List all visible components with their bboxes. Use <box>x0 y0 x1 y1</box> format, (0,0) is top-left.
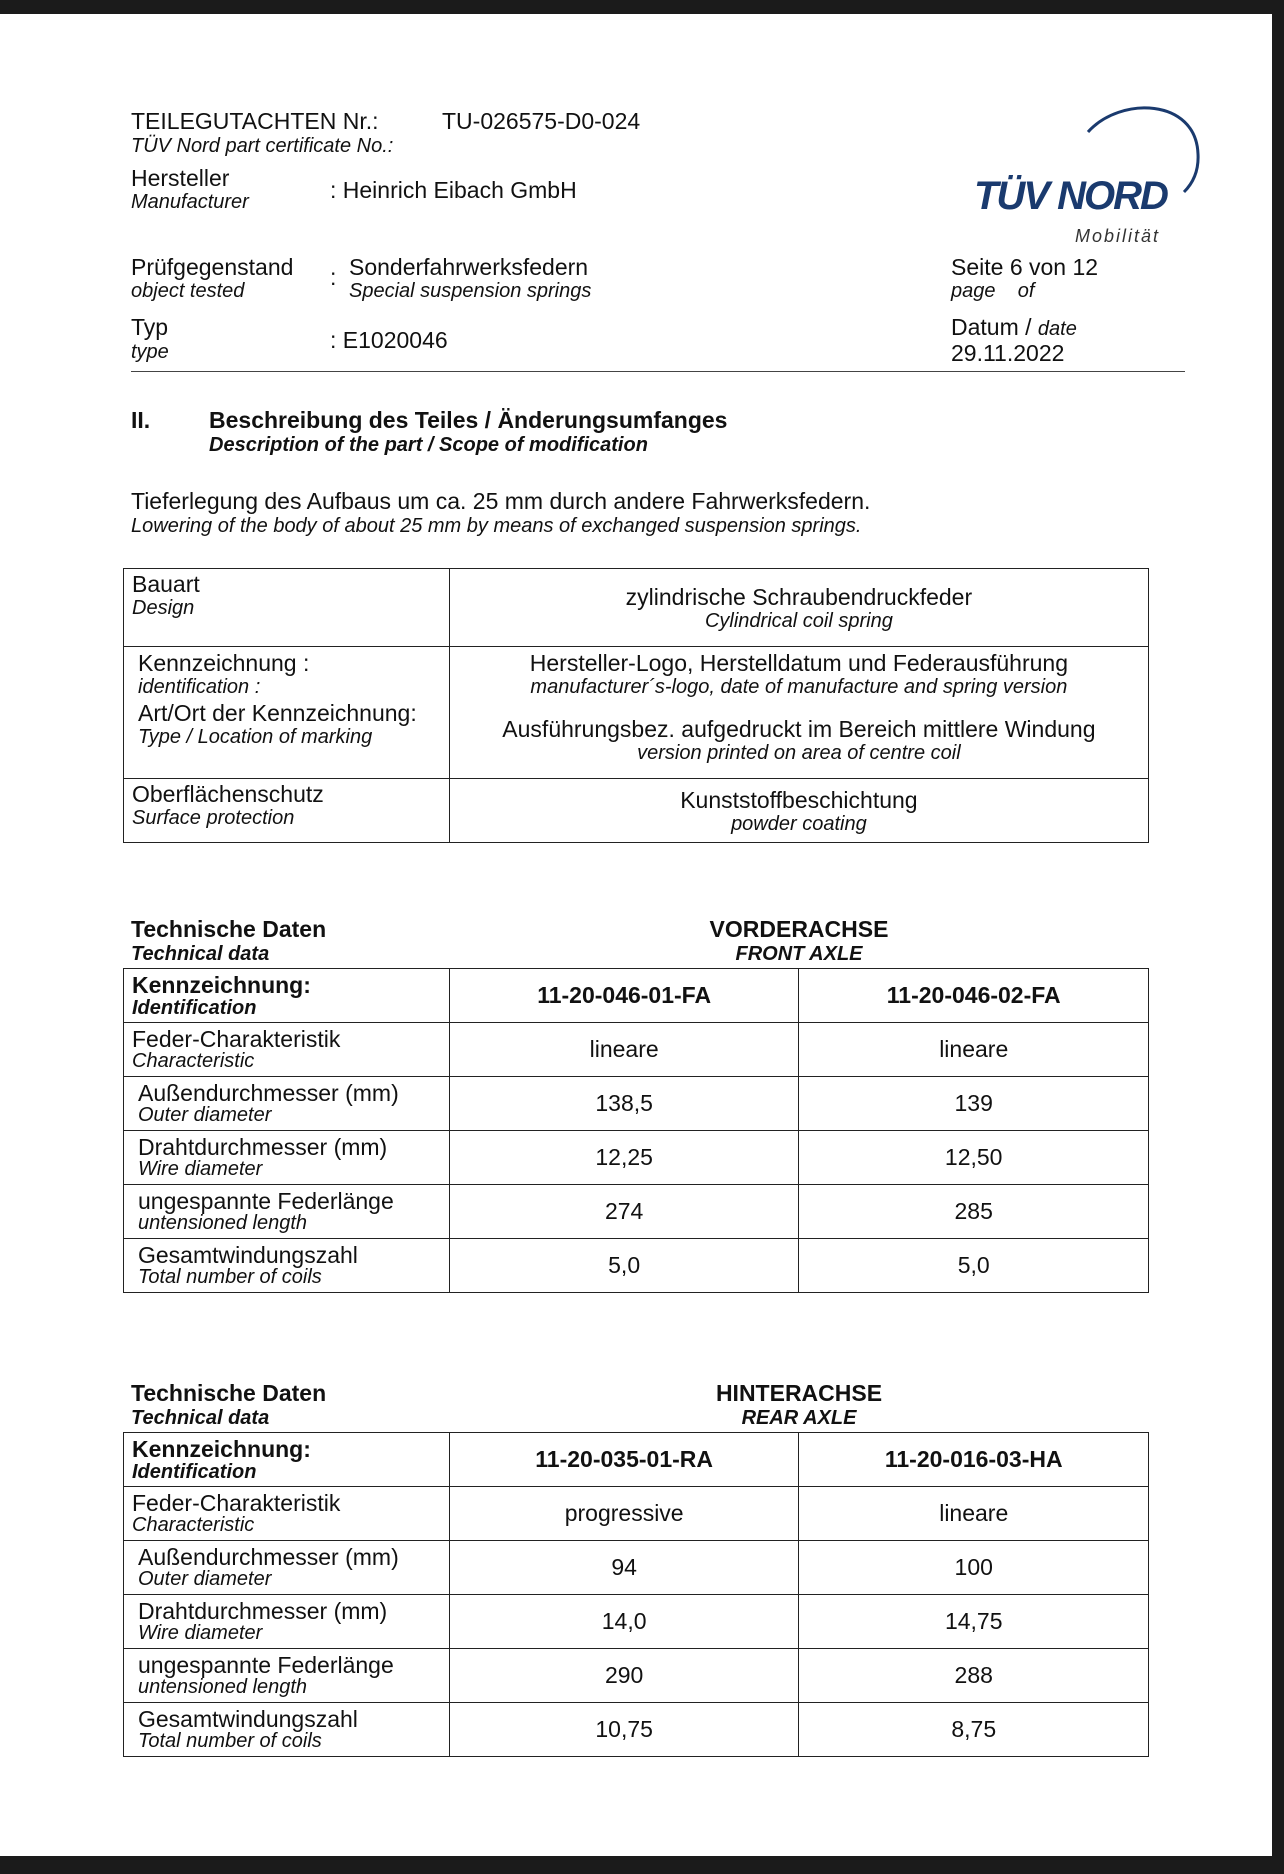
row-value-1: 274 <box>449 1185 799 1239</box>
design-value: zylindrische Schraubendruckfeder <box>625 583 973 610</box>
row-value-1: 14,0 <box>449 1595 799 1649</box>
identification-row <box>124 647 1149 779</box>
rear-row-label-cell <box>124 1487 450 1541</box>
marking-value-en: version printed on area of centre coil <box>637 742 961 764</box>
row-value-2: 8,75 <box>799 1703 1149 1757</box>
rear-ident-label: Kennzeichnung: <box>132 1435 311 1462</box>
object-label: Prüfgegenstand <box>131 254 294 280</box>
rear-tech-label-en: Technical data <box>131 1407 270 1429</box>
front-row-label-cell <box>124 1023 450 1077</box>
date-label-de: Datum / <box>951 314 1038 340</box>
description-table <box>123 568 1149 843</box>
surface-label-cell <box>124 779 450 843</box>
row-value-1: 10,75 <box>449 1703 799 1757</box>
front-ident-label-en: Identification <box>132 996 257 1019</box>
table-row <box>124 1185 1149 1239</box>
table-row <box>124 1487 1149 1541</box>
row-value-1: 290 <box>449 1649 799 1703</box>
page-number: Seite 6 von 12 <box>951 254 1099 280</box>
front-ident-label: Kennzeichnung: <box>132 971 311 998</box>
row-value-1: 138,5 <box>449 1077 799 1131</box>
design-label: Bauart <box>132 571 200 597</box>
front-row-label-cell <box>124 1077 450 1131</box>
section-title: Beschreibung des Teiles / Änderungsumfanges <box>209 407 728 433</box>
row-label: Drahtdurchmesser (mm) <box>138 1598 388 1624</box>
row-value-1: progressive <box>449 1487 799 1541</box>
row-label: Außendurchmesser (mm) <box>138 1080 399 1106</box>
front-tech-label: Technische Daten <box>131 916 327 942</box>
rear-row-label-cell <box>124 1649 450 1703</box>
page-number-en: page of <box>951 280 1035 302</box>
row-label: Gesamtwindungszahl <box>138 1706 358 1732</box>
table-row <box>124 1077 1149 1131</box>
date-label <box>951 314 1077 340</box>
header-divider <box>131 371 1185 372</box>
rear-row-label-cell <box>124 1541 450 1595</box>
rear-col2-header: 11-20-016-03-HA <box>799 1433 1149 1487</box>
rear-col1-header: 11-20-035-01-RA <box>449 1433 799 1487</box>
row-label: ungespannte Federlänge <box>138 1188 394 1214</box>
date-label-en: date <box>1037 318 1077 340</box>
cert-number: TU-026575-D0-024 <box>442 108 641 134</box>
tuv-nord-logo: TÜV NORD <box>974 174 1167 218</box>
row-value-2: 100 <box>799 1541 1149 1595</box>
row-value-1: 5,0 <box>449 1239 799 1293</box>
rear-axle-title-en: REAR AXLE <box>741 1407 857 1429</box>
front-col1-header: 11-20-046-01-FA <box>449 969 799 1023</box>
manufacturer-value: : Heinrich Eibach GmbH <box>330 177 577 203</box>
row-value-2: 285 <box>799 1185 1149 1239</box>
marking-label-en: Type / Location of marking <box>138 726 373 748</box>
rear-ident-label-cell <box>124 1433 450 1487</box>
table-row <box>124 1131 1149 1185</box>
type-label: Typ <box>131 314 169 340</box>
row-value-1: 12,25 <box>449 1131 799 1185</box>
table-row <box>124 1239 1149 1293</box>
front-col2-header: 11-20-046-02-FA <box>799 969 1149 1023</box>
document-page <box>0 14 1272 1856</box>
front-row-label-cell <box>124 1131 450 1185</box>
front-axle-title: VORDERACHSE <box>709 916 889 942</box>
row-label-en: Outer diameter <box>138 1104 272 1126</box>
section-number: II. <box>131 407 151 433</box>
manufacturer-label: Hersteller <box>131 165 230 191</box>
front-axle-table <box>123 968 1149 1293</box>
type-value: : E1020046 <box>330 327 448 353</box>
section-title-en: Description of the part / Scope of modification <box>209 434 648 456</box>
surface-value-cell <box>449 779 1148 843</box>
row-value-2: 288 <box>799 1649 1149 1703</box>
table-row <box>124 1649 1149 1703</box>
row-value-1: lineare <box>449 1023 799 1077</box>
row-label-en: Wire diameter <box>138 1158 263 1180</box>
row-value-2: 12,50 <box>799 1131 1149 1185</box>
marking-label: Art/Ort der Kennzeichnung: <box>138 700 417 726</box>
row-label: ungespannte Federlänge <box>138 1652 394 1678</box>
surface-row <box>124 779 1149 843</box>
identification-label-en: identification : <box>138 676 261 698</box>
row-value-2: lineare <box>799 1487 1149 1541</box>
rear-row-label-cell <box>124 1703 450 1757</box>
identification-label: Kennzeichnung : <box>138 650 310 676</box>
row-label-en: Characteristic <box>132 1050 255 1072</box>
date-value: 29.11.2022 <box>951 340 1065 366</box>
row-label-en: Total number of coils <box>138 1730 322 1752</box>
row-label-en: untensioned length <box>138 1212 308 1234</box>
row-label-en: Outer diameter <box>138 1568 272 1590</box>
identification-value-en: manufacturer´s-logo, date of manufacture and spring version <box>530 676 1068 698</box>
surface-value: Kunststoffbeschichtung <box>680 786 918 813</box>
row-label: Gesamtwindungszahl <box>138 1242 358 1268</box>
rear-tech-label: Technische Daten <box>131 1380 327 1406</box>
design-label-cell <box>124 569 450 647</box>
identification-label-cell <box>124 647 450 779</box>
surface-value-en: powder coating <box>731 812 867 835</box>
object-value-en: Special suspension springs <box>349 280 592 302</box>
design-row <box>124 569 1149 647</box>
row-label: Außendurchmesser (mm) <box>138 1544 399 1570</box>
cert-label-en: TÜV Nord part certificate No.: <box>131 135 394 157</box>
table-row <box>124 1703 1149 1757</box>
front-row-label-cell <box>124 1239 450 1293</box>
cert-label: TEILEGUTACHTEN Nr.: <box>131 108 379 134</box>
rear-ident-row <box>124 1433 1149 1487</box>
row-label-en: Wire diameter <box>138 1622 263 1644</box>
front-tech-label-en: Technical data <box>131 943 270 965</box>
design-label-en: Design <box>132 597 195 619</box>
front-axle-title-en: FRONT AXLE <box>735 943 863 965</box>
row-label: Drahtdurchmesser (mm) <box>138 1134 388 1160</box>
row-label-en: Characteristic <box>132 1514 255 1536</box>
row-value-2: lineare <box>799 1023 1149 1077</box>
logo-subtitle: Mobilität <box>1075 226 1161 246</box>
front-row-label-cell <box>124 1185 450 1239</box>
marking-value: Ausführungsbez. aufgedruckt im Bereich mittlere Windung <box>502 716 1096 742</box>
rear-axle-table <box>123 1432 1149 1757</box>
row-label-en: untensioned length <box>138 1676 308 1698</box>
front-ident-row <box>124 969 1149 1023</box>
row-value-2: 5,0 <box>799 1239 1149 1293</box>
rear-ident-label-en: Identification <box>132 1460 257 1483</box>
design-value-en: Cylindrical coil spring <box>704 609 893 632</box>
rear-row-label-cell <box>124 1595 450 1649</box>
design-value-cell <box>449 569 1148 647</box>
identification-value-cell <box>449 647 1148 779</box>
surface-label-en: Surface protection <box>132 807 295 829</box>
object-label-en: object tested <box>131 280 245 302</box>
front-ident-label-cell <box>124 969 450 1023</box>
type-label-en: type <box>131 341 169 363</box>
identification-value: Hersteller-Logo, Herstelldatum und Federausführung <box>529 650 1068 676</box>
surface-label: Oberflächenschutz <box>132 781 324 807</box>
object-colon: : <box>330 264 337 290</box>
table-row <box>124 1023 1149 1077</box>
table-row <box>124 1541 1149 1595</box>
row-value-1: 94 <box>449 1541 799 1595</box>
row-value-2: 139 <box>799 1077 1149 1131</box>
intro-text-en: Lowering of the body of about 25 mm by means of exchanged suspension springs. <box>131 515 862 537</box>
object-value: Sonderfahrwerksfedern <box>349 254 589 280</box>
rear-axle-title: HINTERACHSE <box>715 1380 883 1406</box>
row-label: Feder-Charakteristik <box>132 1490 341 1516</box>
table-row <box>124 1595 1149 1649</box>
intro-text: Tieferlegung des Aufbaus um ca. 25 mm durch andere Fahrwerksfedern. <box>131 488 871 514</box>
manufacturer-label-en: Manufacturer <box>131 191 249 213</box>
row-label-en: Total number of coils <box>138 1266 322 1288</box>
row-label: Feder-Charakteristik <box>132 1026 341 1052</box>
row-value-2: 14,75 <box>799 1595 1149 1649</box>
